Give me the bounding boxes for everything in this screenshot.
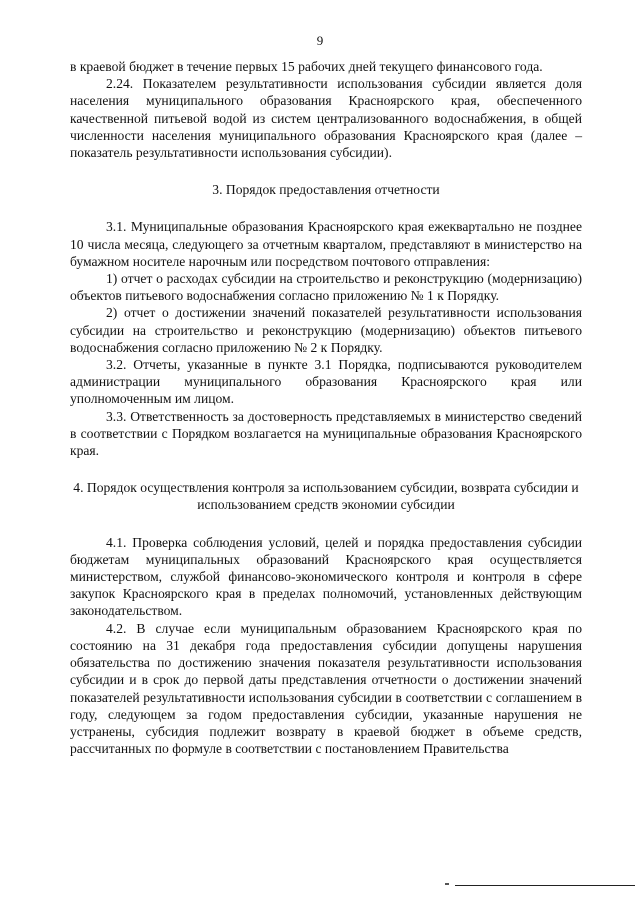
paragraph-3-1: 3.1. Муниципальные образования Красноярского края ежеквартально не позднее 10 числа месяца, следующего за отчетным кварталом, представляют в министерство на бумажном носителе нарочным или посредством почтового отправления: — [70, 219, 582, 269]
section-3-heading: 3. Порядок предоставления отчетности — [212, 182, 440, 198]
footer-rule — [455, 885, 635, 886]
document-body — [70, 58, 582, 757]
paragraph-4-1: 4.1. Проверка соблюдения условий, целей и порядка предоставления субсидии бюджетам муниципальных образований Красноярского края осуществляется министерством, службой финансово-экономического контроля и контроля в сфере закупок Красноярского края в пределах полномочий, установленных действующим законодательством. — [70, 534, 582, 619]
paragraph-continuation: в краевой бюджет в течение первых 15 рабочих дней текущего финансового года. — [70, 59, 543, 74]
paragraph-3-2: 3.2. Отчеты, указанные в пункте 3.1 Порядка, подписываются руководителем администрации муниципального образования Красноярского края или уполномоченным им лицом. — [70, 357, 582, 407]
paragraph-3-3: 3.3. Ответственность за достоверность представляемых в министерство сведений в соответствии с Порядком возлагается на муниципальные образования Красноярского края. — [70, 408, 582, 459]
paragraph-3-1-item-1: 1) отчет о расходах субсидии на строительство и реконструкцию (модернизацию) объектов питьевого водоснабжения согласно приложению № 1 к Порядку. — [70, 271, 582, 304]
page-number: 9 — [316, 33, 324, 48]
paragraph-2-24: 2.24. Показателем результативности использования субсидии является доля населения муниципального образования Красноярского края, обеспеченного качественной питьевой водой из систем централизованного водоснабжения, в общей численности населения муниципального образования Красноярского края (далее – показатель результативности использования субсидии). — [70, 76, 582, 161]
footer-mark — [445, 883, 449, 885]
paragraph-3-1-item-2: 2) отчет о достижении значений показателей результативности использования субсидии на строительство и реконструкцию (модернизацию) объектов питьевого водоснабжения согласно приложению № 2 к Порядку. — [70, 305, 582, 355]
section-4-heading: 4. Порядок осуществления контроля за использованием субсидии, возврата субсидии и использованием средств экономии субсидии — [73, 480, 579, 513]
paragraph-4-2: 4.2. В случае если муниципальным образованием Красноярского края по состоянию на 31 декабря года предоставления субсидии допущены нарушения обязательства по достижению значения показателя результативности использования субсидии и в срок до первой даты представления отчетности о достижении значений показателей результативности использования субсидии в соответствии с соглашением в году, следующем за годом предоставления субсидии, указанные нарушения не устранены, субсидия подлежит возврату в краевой бюджет в объеме средств, рассчитанных по формуле в соответствии с постановлением Правительства — [70, 620, 582, 757]
